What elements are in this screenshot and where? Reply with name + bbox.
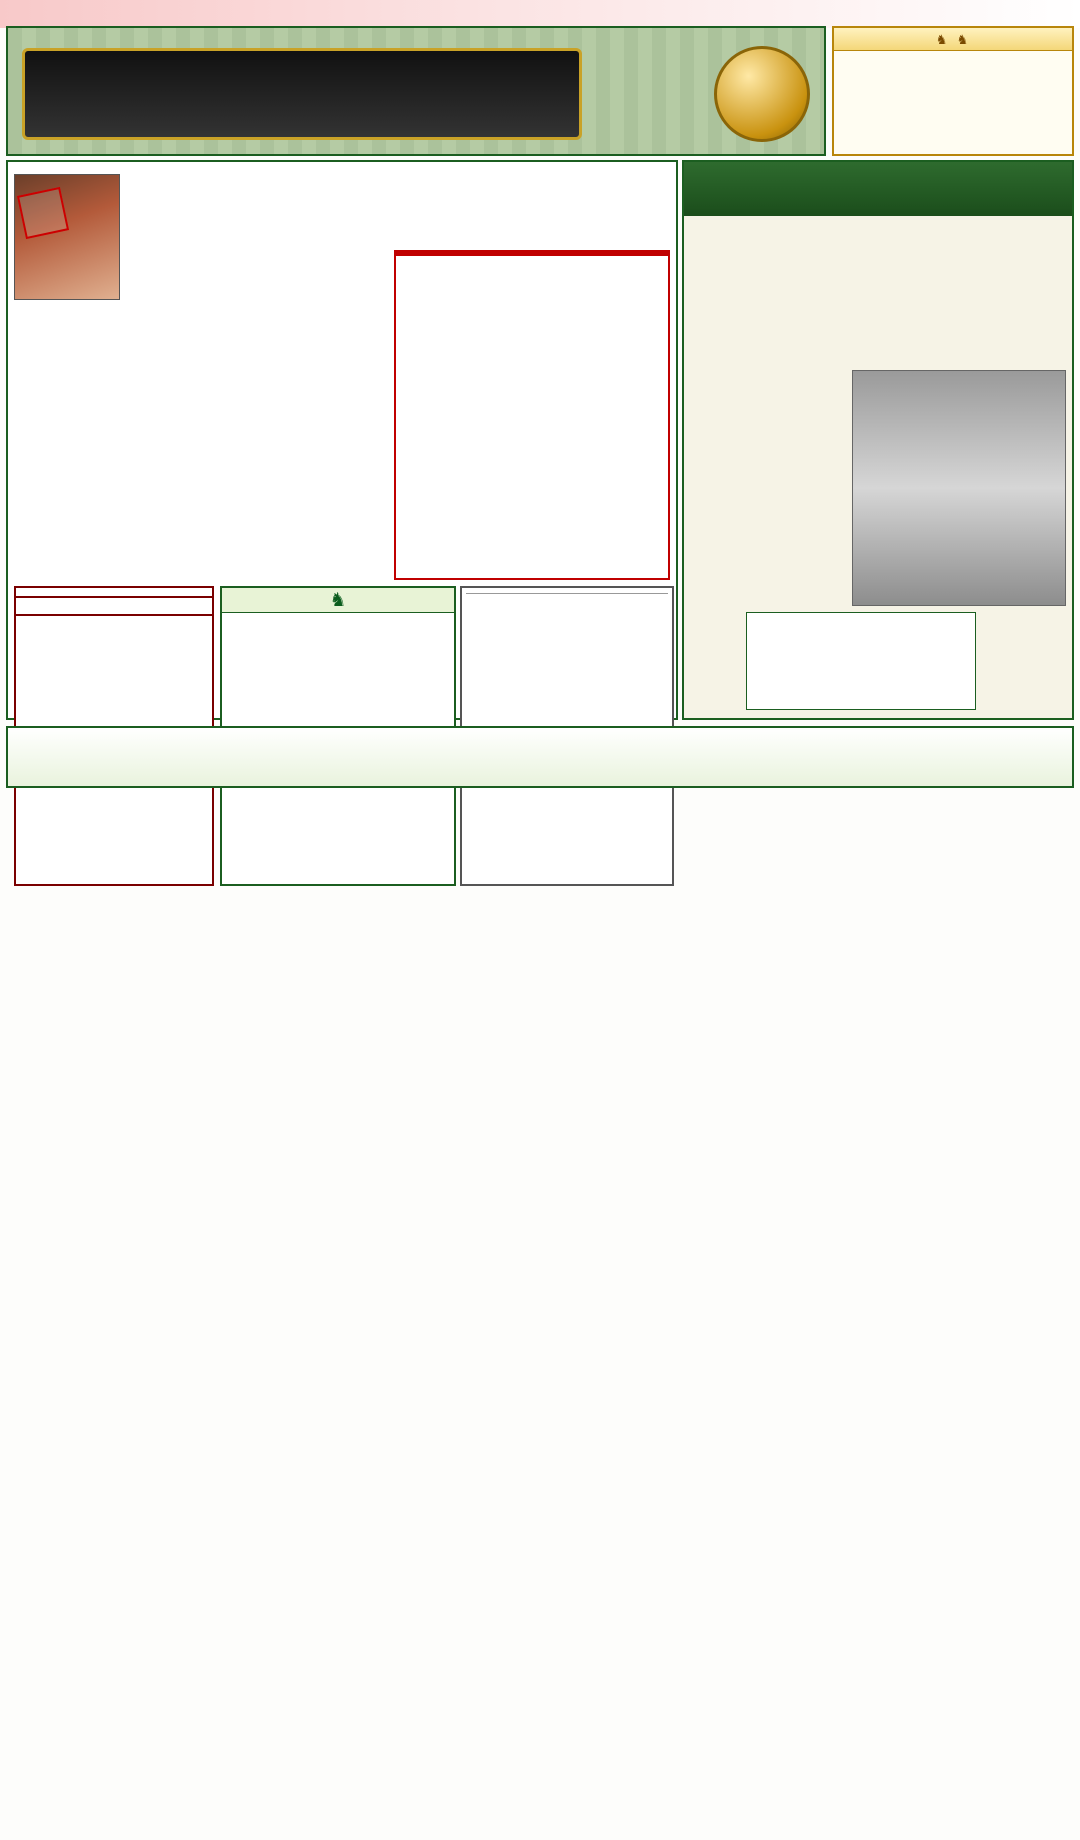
horse-icon-3: ♞ — [329, 589, 347, 611]
feature-article-column — [6, 160, 678, 720]
magazine-column — [682, 160, 1074, 720]
top-lottery-bar — [0, 0, 1080, 28]
masthead — [6, 26, 826, 156]
memo-body — [834, 51, 1072, 57]
magazine-picks-box — [746, 612, 976, 710]
columnist-photo — [14, 174, 120, 300]
stable-news-para — [222, 627, 454, 629]
wqt-cell[interactable] — [399, 267, 532, 271]
photo-stamp — [17, 187, 69, 239]
today-race-memo — [832, 26, 1074, 156]
memo-header — [834, 28, 1072, 51]
feature-headline — [8, 162, 676, 170]
wqt-grid — [396, 256, 668, 274]
interactive-item[interactable] — [16, 606, 212, 610]
gold-coin-decoration — [714, 46, 810, 142]
stable-news-title — [222, 588, 454, 613]
middle-section — [6, 160, 1074, 720]
racecard-banner — [6, 726, 1074, 788]
race-row-bottom — [4, 1306, 1076, 1826]
article-body-2 — [8, 300, 20, 450]
masthead-logo-frame — [22, 48, 582, 140]
race-row-top — [4, 792, 1076, 1292]
wqt-picks-box — [394, 250, 670, 580]
interactive-item[interactable] — [16, 624, 212, 628]
race-tables — [4, 792, 1076, 1832]
horse-icon-2: ♞ — [956, 33, 971, 48]
rules-header — [466, 591, 668, 594]
wqt-cell[interactable] — [532, 267, 665, 271]
magazine-photo — [852, 370, 1066, 606]
horse-icon: ♞ — [935, 33, 950, 48]
interactive-title-1 — [16, 588, 212, 592]
magazine-header — [684, 162, 1072, 216]
